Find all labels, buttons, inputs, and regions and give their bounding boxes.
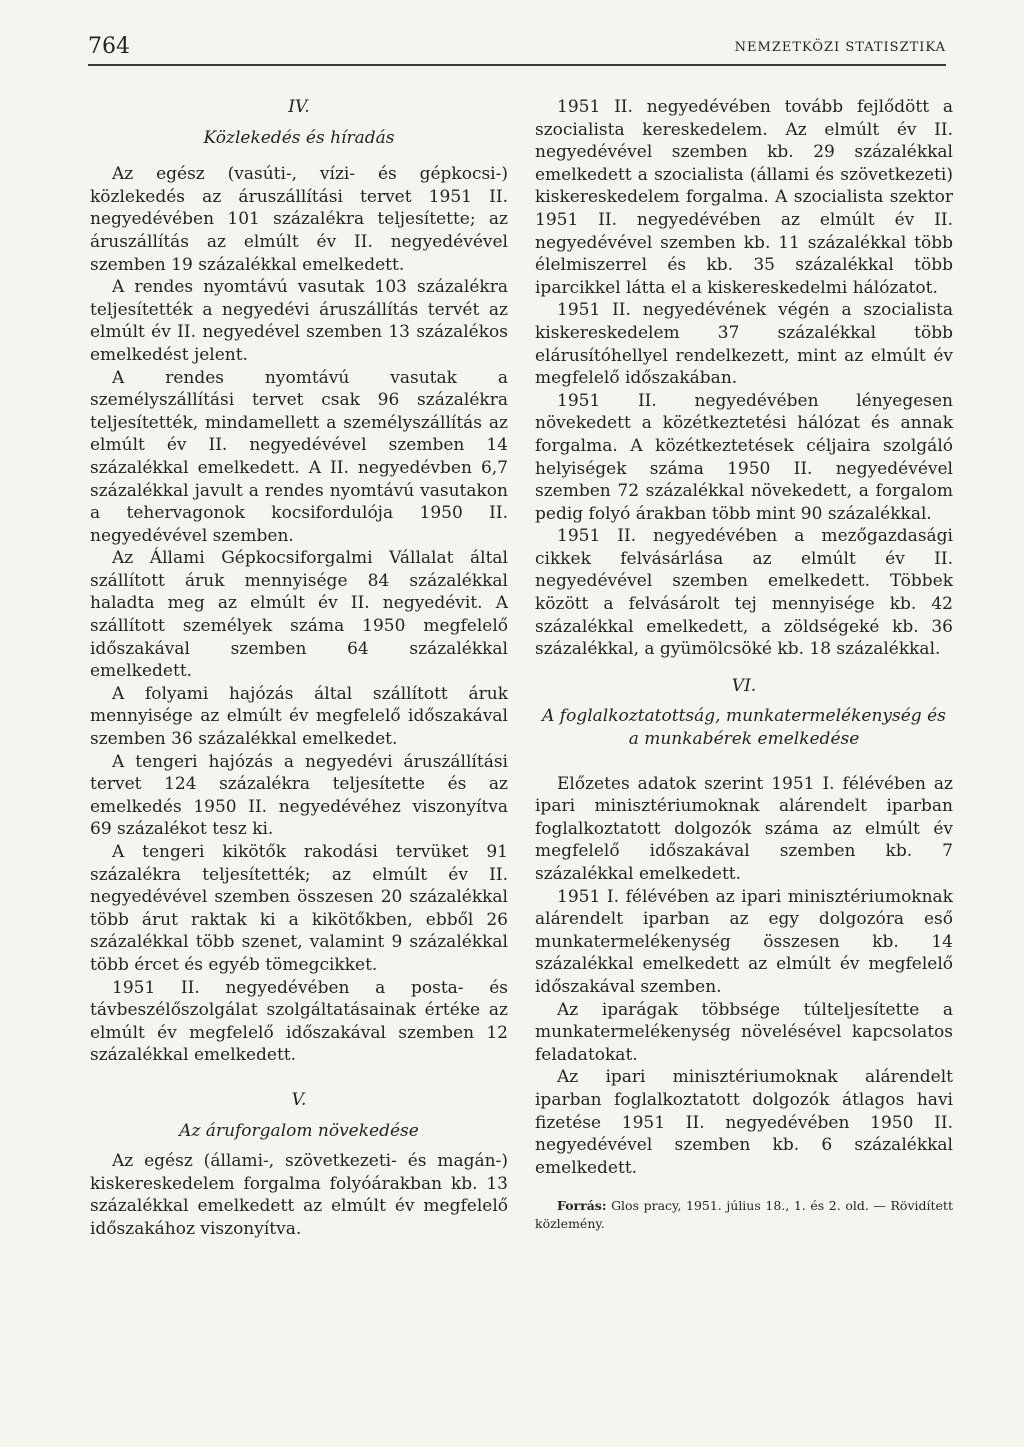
section-5-paragraph: 1951 II. negyedévében tovább fejlődött a szocialista kereskedelem. Az elmúlt év II. negyedévével szemben kb. 29 százalékkal emelkedett a szocialista (állami és szövetkezeti) kiskereskedelem forgalma. A szocialista szektor 1951 II. negyedévében az elmúlt év II. negyedévével szemben kb. 11 százalékkal több élelmiszerrel és kb. 35 százalékkal több iparcikkel látta el a kiskereskedelmi hálózatot. [535, 97, 953, 298]
page-header [88, 34, 946, 66]
section-5-paragraph: 1951 II. negyedévében a mezőgazdasági cikkek felvásárlása az elmúlt év II. negyedévével szemben emelkedett. Többek között a felvásárolt tej mennyisége kb. 42 százalékkal emelkedett, a zöldségeké kb. 36 százalékkal, a gyümölcsöké kb. 18 százalékkal. [535, 526, 953, 660]
running-head: NEMZETKÖZI STATISZTIKA [734, 40, 946, 55]
section-5-paragraph: 1951 II. negyedévében lényegesen növekedett a közétkeztetési hálózat és annak forgalma. A közétkeztetések céljaira szolgáló helyiségek száma 1950 II. negyedévével szemben 72 százalékkal növekedett, a forgalom pedig folyó árakban több mint 90 százalékkal. [535, 390, 953, 524]
section-6-number: VI. [731, 675, 757, 696]
source-text: Glos pracy, 1951. július 18., 1. és 2. old. — Rövidített közlemény. [535, 1198, 953, 1232]
section-6-paragraph: Előzetes adatok szerint 1951 I. félévében az ipari minisztériumoknak alárendelt iparban foglalkoztatott dolgozók száma az elmúlt év megfelelő időszakával szemben kb. 7 százalékkal emelkedett. [535, 773, 953, 884]
section-6-paragraph: Az iparágak többsége túlteljesítette a munkatermelékenység növelésével kapcsolatos feladatokat. [535, 999, 953, 1065]
section-5-number: V. [291, 1089, 307, 1110]
section-5-paragraph: 1951 II. negyedévének végén a szocialista kiskereskedelem 37 százalékkal több elárusítóhellyel rendelkezett, mint az elmúlt év megfelelő időszakában. [535, 300, 953, 389]
right-column [535, 96, 953, 1233]
source-label: Forrás: [557, 1198, 607, 1214]
section-5-title: Az áruforgalom növekedése [179, 1120, 419, 1141]
left-column [90, 96, 508, 1241]
section-4-title: Közlekedés és híradás [203, 127, 395, 148]
section-6-title: A foglalkoztatottság, munkatermelékenység és a munkabérek emelkedése [542, 706, 946, 750]
section-4-paragraph: Az Állami Gépkocsiforgalmi Vállalat által szállított áruk mennyisége 84 százalékkal haladta meg az elmúlt év II. negyedévit. A szállított személyek száma 1950 megfelelő időszakával szemben 64 százalékkal emelkedett. [90, 548, 508, 682]
section-4-paragraph: A tengeri kikötők rakodási tervüket 91 százalékra teljesítették; az elmúlt év II. negyedévével szemben összesen 20 százalékkal több árut raktak ki a kikötőkben, ebből 26 százalékkal több szenet, valamint 9 százalékkal több ércet és egyéb tömegcikket. [90, 842, 508, 975]
section-6-paragraph: Az ipari minisztériumoknak alárendelt iparban foglalkoztatott dolgozók átlagos havi fizetése 1951 II. negyedévében 1950 II. negyedévével szemben kb. 6 százalékkal emelkedett. [535, 1067, 953, 1178]
section-4-paragraph: 1951 II. negyedévében a posta- és távbeszélőszolgálat szolgáltatásainak értéke az elmúlt év megfelelő időszakával szemben 12 százalékkal emelkedett. [90, 977, 508, 1066]
source-note [535, 1197, 953, 1233]
section-4-paragraph: A rendes nyomtávú vasutak a személyszállítási tervet csak 96 százalékra teljesítették, mindamellett a személyszállítás az elmúlt év II. negyedévével szemben 14 százalékkal emelkedett. A II. negyedévben 6,7 százalékkal javult a rendes nyomtávú vasutakon a tehervagonok kocsifordulója 1950 II. negyedévével szemben. [90, 367, 508, 546]
section-4-paragraph: A folyami hajózás által szállított áruk mennyisége az elmúlt év megfelelő időszakával szemben 36 százalékkal emelkedet. [90, 683, 508, 750]
section-6-paragraph: 1951 I. félévében az ipari minisztériumoknak alárendelt iparban az egy dolgozóra eső munkatermelékenység összesen kb. 14 százalékkal emelkedett az elmúlt év megfelelő időszakával szemben. [535, 886, 953, 997]
section-5-paragraph: Az egész (állami-, szövetkezeti- és magán-) kiskereskedelem forgalma folyóárakban kb. 13 százalékkal emelkedett az elmúlt év megfelelő időszakához viszonyítva. [90, 1151, 508, 1239]
section-4-paragraph: Az egész (vasúti-, vízi- és gépkocsi-) közlekedés az áruszállítási tervet 1951 II. negyedévében 101 százalékra teljesítette; az áruszállítás az elmúlt év II. negyedévével szemben 19 százalékkal emelkedett. [90, 164, 508, 275]
section-4-number: IV. [288, 97, 310, 117]
section-4-paragraph: A rendes nyomtávú vasutak 103 százalékra teljesítették a negyedévi áruszállítás tervét az elmúlt év II. negyedével szemben 13 százalékos emelkedést jelent. [90, 277, 508, 365]
page-number: 764 [88, 34, 130, 59]
section-4-paragraph: A tengeri hajózás a negyedévi áruszállítási tervet 124 százalékra teljesítette és az emelkedés 1950 II. negyedévéhez viszonyítva 69 százalékot tesz ki. [90, 751, 508, 840]
